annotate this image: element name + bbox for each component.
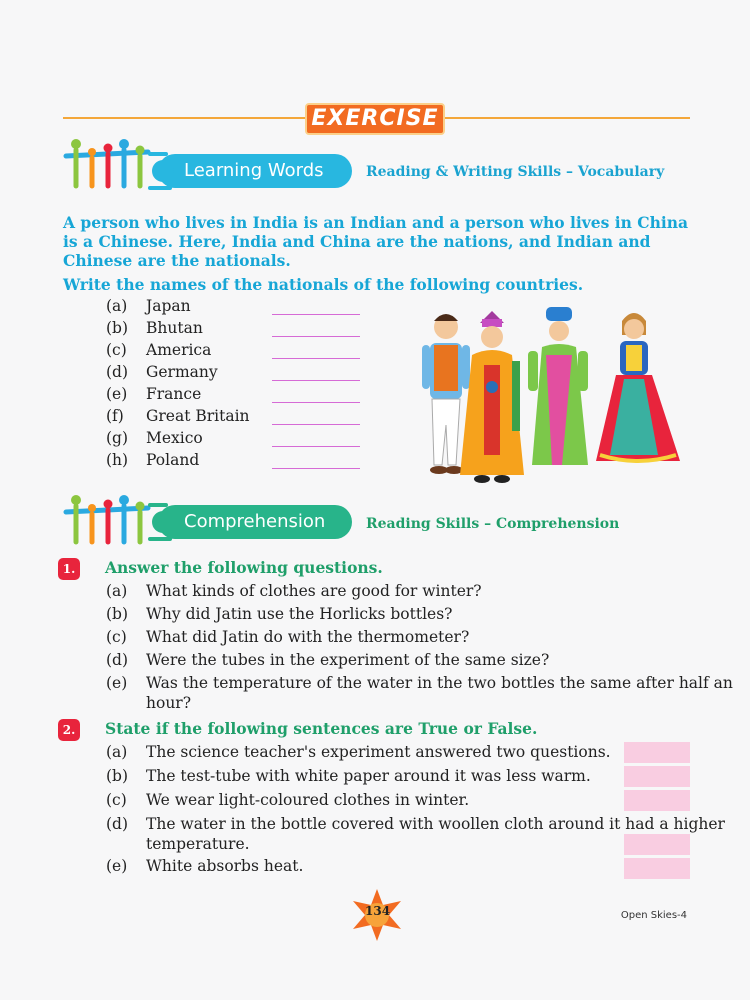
answer-box[interactable] (624, 858, 690, 879)
banner-tail (148, 503, 168, 507)
list-item-continued: temperature. (146, 835, 250, 853)
answer-box[interactable] (624, 790, 690, 811)
vocabulary-skill-label: Reading & Writing Skills – Vocabulary (366, 164, 665, 180)
list-item: (c) What did Jatin do with the thermometer? (106, 628, 470, 646)
answer-blank[interactable] (272, 446, 360, 447)
list-item: (f) Great Britain (106, 407, 250, 425)
answer-box[interactable] (624, 742, 690, 763)
chinese-figure (460, 311, 524, 483)
list-item: (a) The science teacher's experiment answered two questions. (106, 743, 611, 761)
banner-tail (148, 152, 168, 156)
list-item: (c) We wear light-coloured clothes in winter. (106, 791, 470, 809)
answer-blank[interactable] (272, 424, 360, 425)
list-item: (b) The test-tube with white paper around it was less warm. (106, 767, 591, 785)
series-label: Open Skies-4 (620, 910, 687, 921)
list-item: (e) White absorbs heat. (106, 857, 304, 875)
learning-words-banner (158, 154, 352, 188)
japanese-figure (528, 307, 588, 465)
question-1-heading: Answer the following questions. (105, 558, 383, 577)
answer-blank[interactable] (272, 402, 360, 403)
answer-blank[interactable] (272, 314, 360, 315)
list-item: (g) Mexico (106, 429, 203, 447)
list-item: (e) Was the temperature of the water in the two bottles the same after half an (106, 674, 733, 692)
comprehension-skill-label: Reading Skills – Comprehension (366, 516, 620, 532)
list-item: (d) Germany (106, 363, 218, 381)
list-item: (d) Were the tubes in the experiment of the same size? (106, 651, 550, 669)
question-number-1: 1. (58, 558, 80, 580)
instruction: Write the names of the nationals of the following countries. (63, 275, 584, 294)
question-number-2: 2. (58, 719, 80, 741)
exercise-title: EXERCISE (305, 103, 445, 135)
comprehension-label: Comprehension (184, 511, 326, 532)
list-item: (b) Why did Jatin use the Horlicks bottles? (106, 605, 453, 623)
answer-blank[interactable] (272, 468, 360, 469)
answer-blank[interactable] (272, 358, 360, 359)
list-item-continued: hour? (146, 694, 192, 712)
answer-blank[interactable] (272, 336, 360, 337)
european-figure (596, 313, 680, 461)
list-item: (h) Poland (106, 451, 200, 469)
list-item: (c) America (106, 341, 212, 359)
list-item: (e) France (106, 385, 202, 403)
intro-paragraph: A person who lives in India is an Indian and a person who lives in China is a Chinese. Here, India and China are the nations, and Indian and Chinese are the nationals. (63, 213, 689, 270)
kids-icon (62, 138, 152, 190)
list-item: (b) Bhutan (106, 319, 203, 337)
nationals-illustration (412, 305, 684, 487)
banner-tail (148, 186, 172, 190)
question-2-heading: State if the following sentences are True or False. (105, 719, 538, 738)
page-number: 134 (365, 904, 391, 918)
learning-words-label: Learning Words (184, 160, 324, 181)
kids-icon (62, 494, 152, 546)
list-item: (a) What kinds of clothes are good for winter? (106, 582, 482, 600)
list-item: (d) The water in the bottle covered with woollen cloth around it had a higher (106, 815, 725, 833)
answer-blank[interactable] (272, 380, 360, 381)
banner-tail (148, 537, 172, 541)
list-item: (a) Japan (106, 297, 191, 315)
comprehension-banner (158, 505, 352, 539)
answer-box[interactable] (624, 834, 690, 855)
answer-box[interactable] (624, 766, 690, 787)
